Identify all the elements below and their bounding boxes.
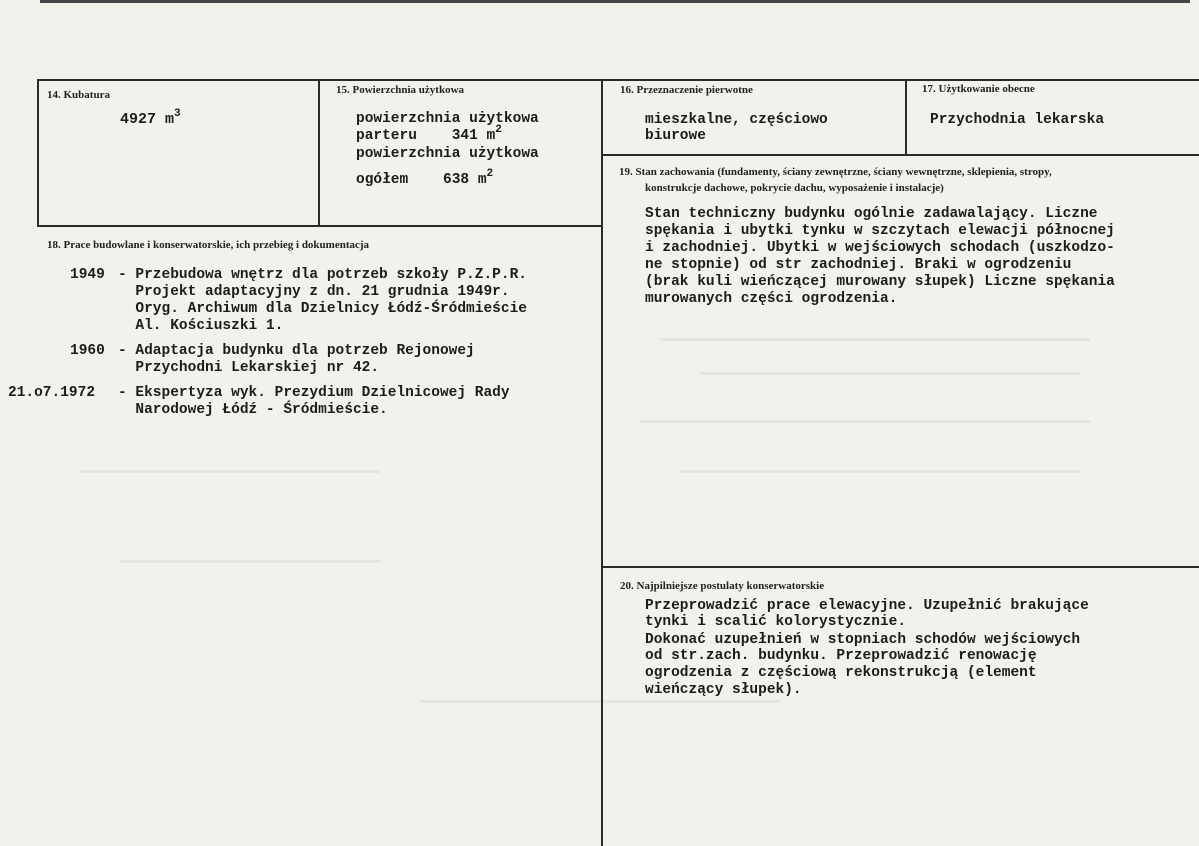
top-rule xyxy=(37,79,1199,81)
przeznaczenie-label: 16. Przeznaczenie pierwotne xyxy=(620,84,753,96)
prace-date-1972: 21.o7.1972 xyxy=(8,385,96,401)
section-19-top-rule xyxy=(602,154,1199,156)
postulaty-line-4: od str.zach. budynku. Przeprowadzić renowację xyxy=(645,648,1037,664)
left-rule xyxy=(37,79,39,226)
kubatura-label: 14. Kubatura xyxy=(47,89,110,101)
powierzchnia-line-3: powierzchnia użytkowa xyxy=(356,146,539,162)
bleed-through-mark xyxy=(640,420,1090,423)
powierzchnia-line-1: powierzchnia użytkowa xyxy=(356,111,539,127)
stan-line-6: murowanych części ogrodzenia. xyxy=(645,291,898,307)
section-20-top-rule xyxy=(602,566,1199,568)
postulaty-line-2: tynki i scalić kolorystycznie. xyxy=(645,614,907,630)
stan-line-5: (brak kuli wieńczącej murowany słupek) Liczne spękania xyxy=(645,274,1115,290)
prace-1949-line-1: - Przebudowa wnętrz dla potrzeb szkoły P.Z.P.R. xyxy=(118,267,527,283)
postulaty-line-1: Przeprowadzić prace elewacyjne. Uzupełnić brakujące xyxy=(645,598,1089,614)
prace-date-1960: 1960 xyxy=(70,343,105,359)
powierzchnia-line-2: parteru 341 $m^2$ xyxy=(356,124,502,144)
bleed-through-mark xyxy=(700,372,1080,375)
prace-1949-line-3: Oryg. Archiwum dla Dzielnicy Łódź-Śródmieście xyxy=(118,301,527,317)
stan-label-line-1: 19. Stan zachowania (fundamenty, ściany zewnętrzne, ściany wewnętrzne, sklepienia, stropy, xyxy=(619,166,1052,178)
postulaty-line-6: wieńczący słupek). xyxy=(645,682,802,698)
postulaty-line-5: ogrodzenia z częściową rekonstrukcją (element xyxy=(645,665,1037,681)
bleed-through-mark xyxy=(660,338,1090,341)
bleed-through-mark xyxy=(120,560,380,563)
prace-label: 18. Prace budowlane i konserwatorskie, ich przebieg i dokumentacja xyxy=(47,239,370,251)
prace-1972-line-2: Narodowej Łódź - Śródmieście. xyxy=(118,402,388,418)
prace-1960-line-1: - Adaptacja budynku dla potrzeb Rejonowej xyxy=(118,343,475,359)
stan-line-4: ne stopnie) od str zachodniej. Braki w ogrodzeniu xyxy=(645,257,1072,273)
center-rule xyxy=(601,79,603,846)
postulaty-label: 20. Najpilniejsze postulaty konserwatorskie xyxy=(620,580,825,592)
top-edge xyxy=(40,0,1190,3)
powierzchnia-line-4: ogółem 638 $m^2$ xyxy=(356,168,494,188)
uzytkowanie-label: 17. Użytkowanie obecne xyxy=(922,83,1035,95)
prace-1949-line-2: Projekt adaptacyjny z dn. 21 grudnia 1949r. xyxy=(118,284,510,300)
prace-1972-line-1: - Ekspertyza wyk. Prezydium Dzielnicowej Rady xyxy=(118,385,510,401)
postulaty-line-3: Dokonać uzupełnień w stopniach schodów wejściowych xyxy=(645,632,1081,648)
bleed-through-mark xyxy=(80,470,380,473)
prace-1949-line-4: Al. Kościuszki 1. xyxy=(118,318,284,334)
divider-16-17 xyxy=(905,79,907,155)
bleed-through-mark xyxy=(680,470,1080,473)
prace-1960-line-2: Przychodni Lekarskiej nr 42. xyxy=(118,360,380,376)
bleed-through-mark xyxy=(420,700,780,703)
przeznaczenie-line-2: biurowe xyxy=(645,128,706,144)
divider-14-15 xyxy=(318,79,320,226)
stan-label-line-2: konstrukcje dachowe, pokrycie dachu, wyposażenie i instalacje) xyxy=(645,182,944,194)
powierzchnia-label: 15. Powierzchnia użytkowa xyxy=(336,84,465,96)
prace-date-1949: 1949 xyxy=(70,267,105,283)
uzytkowanie-value: Przychodnia lekarska xyxy=(930,112,1105,128)
stan-line-1: Stan techniczny budynku ogólnie zadawalający. Liczne xyxy=(645,206,1098,222)
kubatura-value: 4927 $m^3$ xyxy=(120,108,181,128)
przeznaczenie-line-1: mieszkalne, częściowo xyxy=(645,112,828,128)
stan-line-3: i zachodniej. Ubytki w wejściowych schodach (uszkodzo- xyxy=(645,240,1115,256)
stan-line-2: spękania i ubytki tynku w szczytach elewacji północnej xyxy=(645,223,1115,239)
